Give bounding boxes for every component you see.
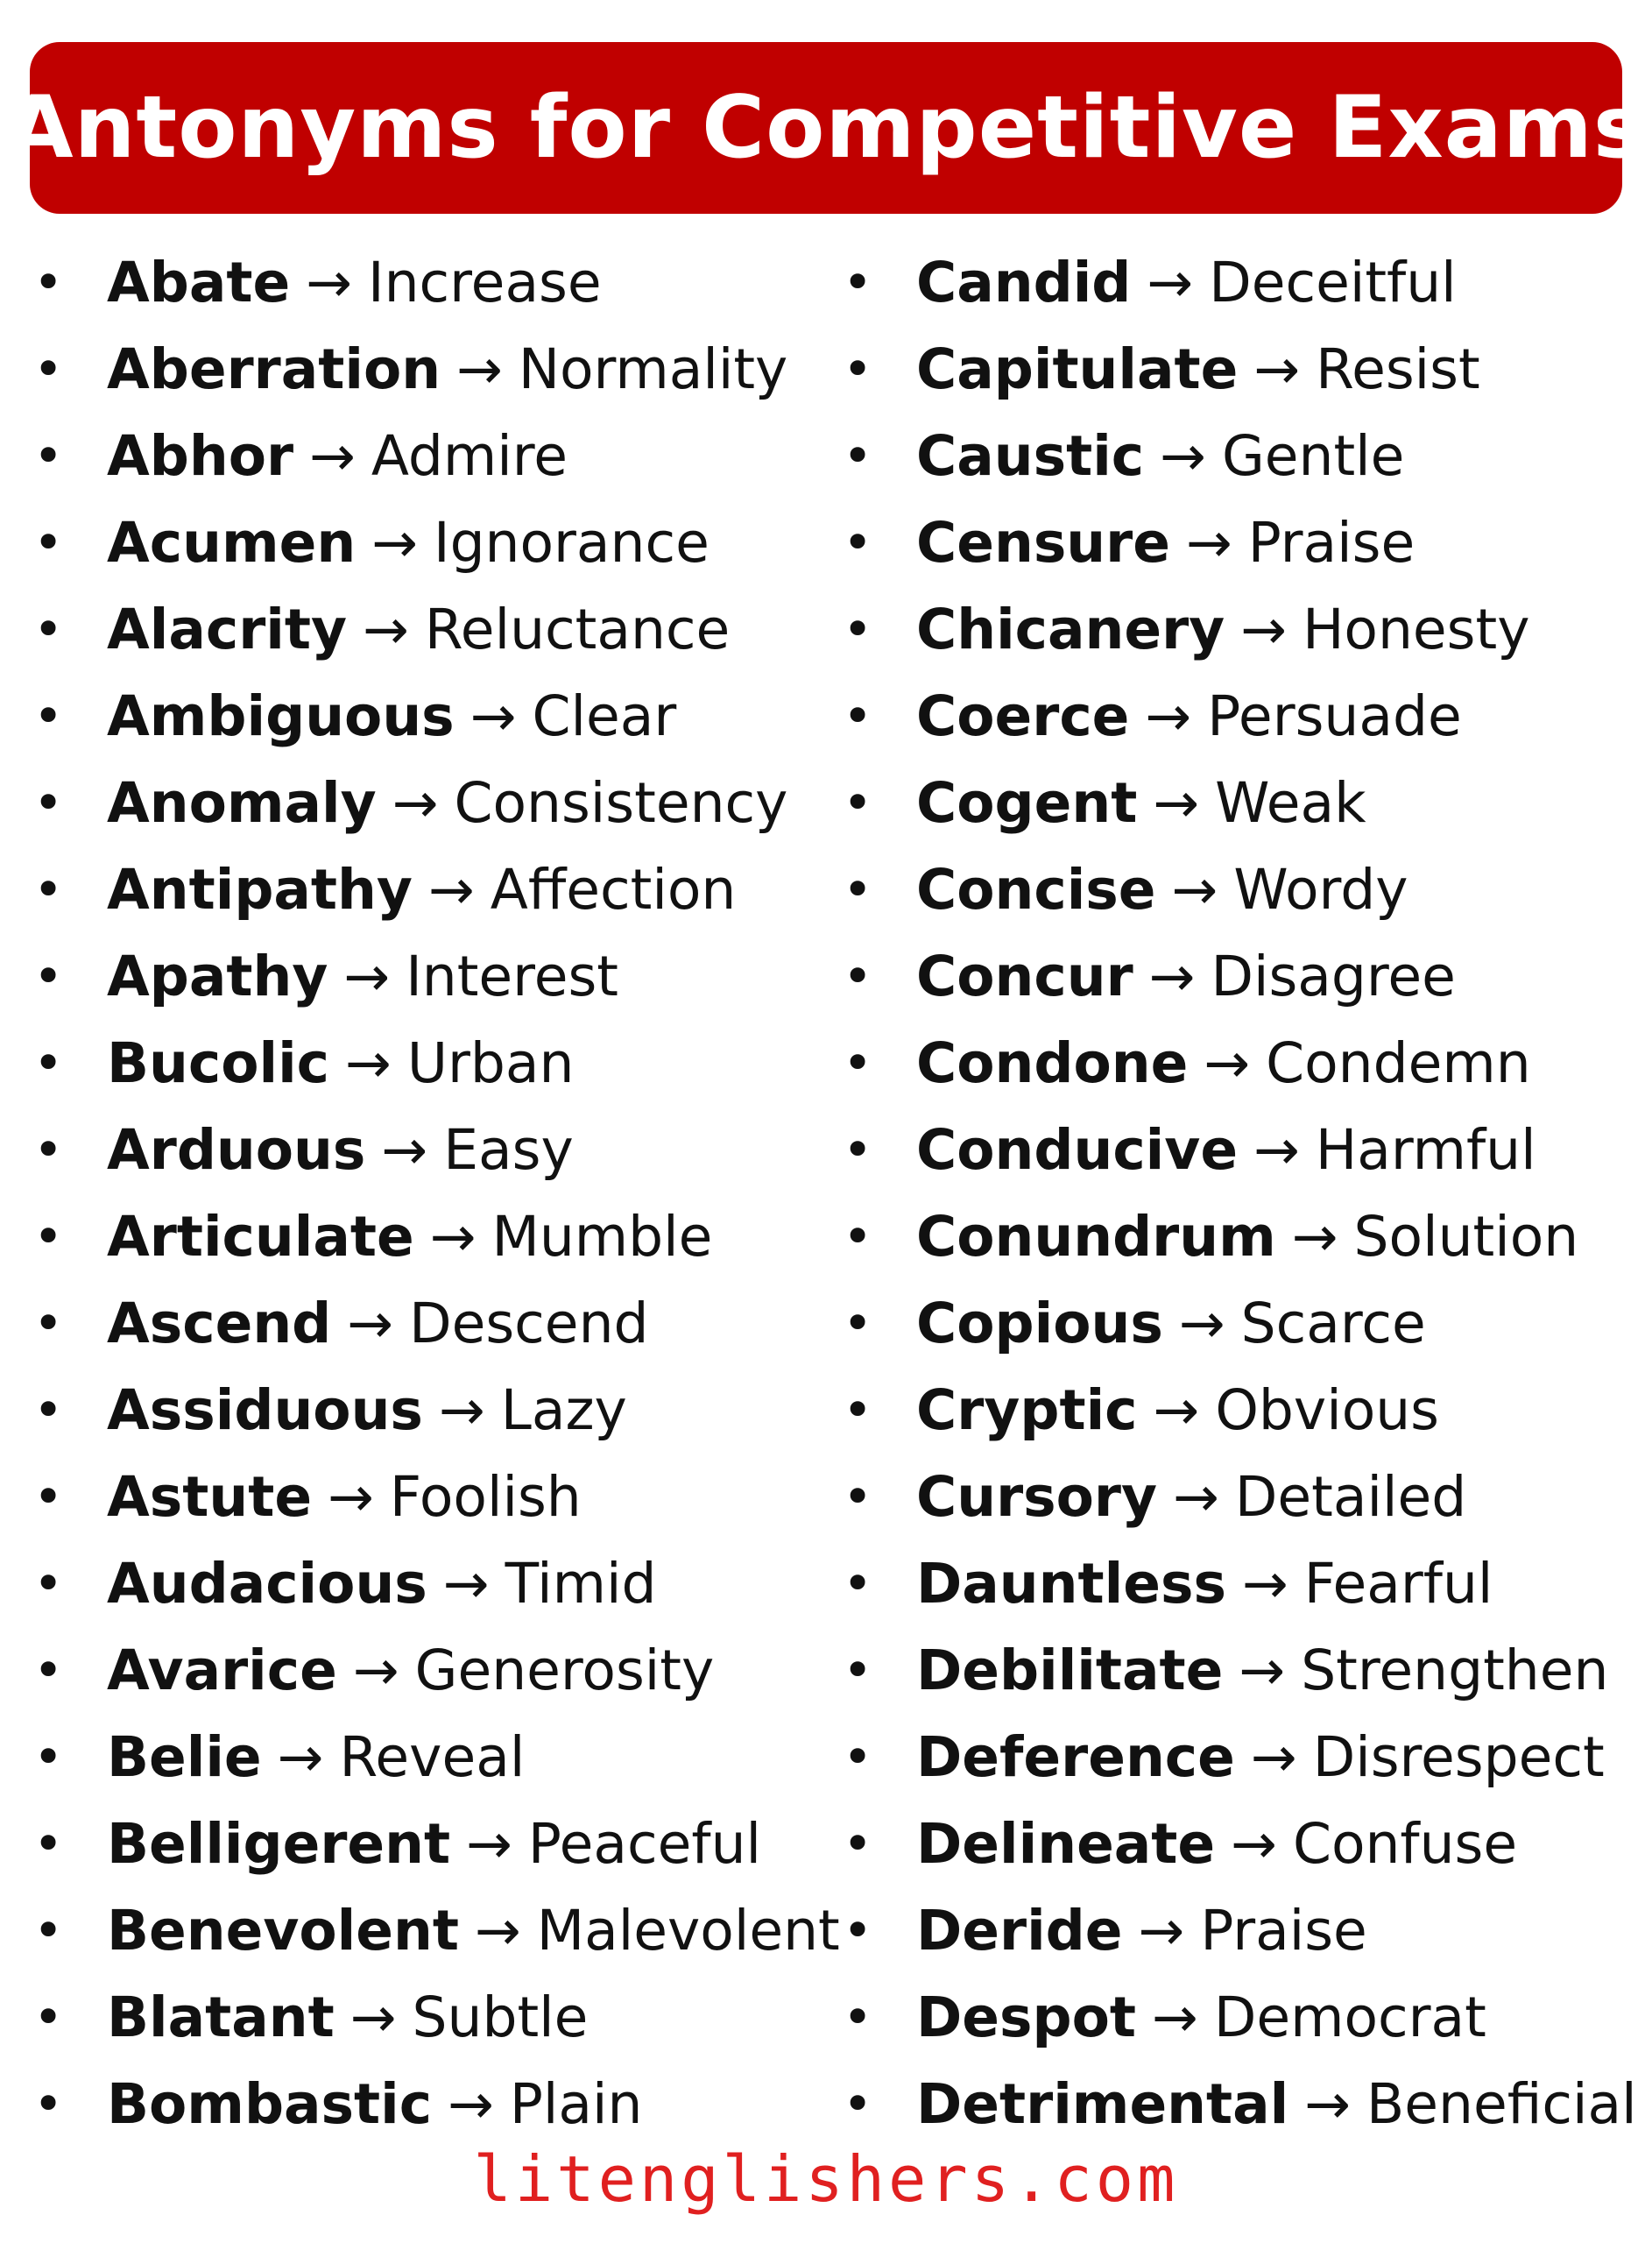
antonym: Plain	[509, 2072, 643, 2136]
list-item	[843, 239, 1637, 326]
arrow-icon: →	[1138, 1899, 1185, 1963]
bullet-icon: •	[843, 1206, 873, 1266]
arrow-icon: →	[1231, 1812, 1277, 1876]
list-item	[33, 2061, 840, 2147]
list-item	[843, 1367, 1637, 1454]
bullet-icon: •	[33, 946, 64, 1006]
list-item	[843, 1974, 1637, 2061]
bullet-icon: •	[33, 1727, 64, 1787]
arrow-icon: →	[1153, 771, 1200, 835]
list-item	[33, 1193, 840, 1280]
bullet-icon: •	[33, 1206, 64, 1266]
word: Arduous	[107, 1118, 366, 1182]
word: Benevolent	[107, 1899, 459, 1963]
bullet-icon: •	[843, 1467, 873, 1526]
word: Candid	[916, 251, 1132, 315]
bullet-icon: •	[33, 1120, 64, 1179]
word: Detrimental	[916, 2072, 1289, 2136]
antonym: Detailed	[1234, 1465, 1467, 1529]
antonym: Easy	[443, 1118, 574, 1182]
arrow-icon: →	[1204, 1031, 1251, 1095]
bullet-icon: •	[843, 1640, 873, 1700]
antonym: Descend	[409, 1291, 649, 1355]
word: Cogent	[916, 771, 1138, 835]
list-item	[33, 1801, 840, 1887]
arrow-icon: →	[1160, 424, 1206, 488]
antonym: Reluctance	[424, 598, 731, 662]
list-item	[33, 413, 840, 499]
bullet-icon: •	[843, 686, 873, 746]
bullet-icon: •	[843, 2074, 873, 2133]
word: Abate	[107, 251, 291, 315]
list-item	[843, 499, 1637, 586]
word: Capitulate	[916, 337, 1239, 401]
bullet-icon: •	[843, 599, 873, 659]
list-item	[33, 1887, 840, 1974]
word: Condone	[916, 1031, 1189, 1095]
list-item	[33, 1714, 840, 1801]
word: Bombastic	[107, 2072, 433, 2136]
word: Alacrity	[107, 598, 348, 662]
arrow-icon: →	[363, 598, 409, 662]
word: Delineate	[916, 1812, 1216, 1876]
antonym: Democrat	[1213, 1985, 1486, 2049]
bullet-icon: •	[33, 1293, 64, 1353]
list-item	[33, 499, 840, 586]
arrow-icon: →	[429, 1205, 477, 1269]
list-item	[843, 2061, 1637, 2147]
title-banner	[6, 42, 1646, 214]
word: Debilitate	[916, 1638, 1224, 1702]
antonym: Resist	[1316, 337, 1480, 401]
arrow-icon: →	[427, 858, 475, 922]
antonym: Scarce	[1240, 1291, 1426, 1355]
list-item	[843, 1193, 1637, 1280]
bullet-icon: •	[33, 599, 64, 659]
bullet-icon: •	[33, 1467, 64, 1526]
bullet-icon: •	[33, 686, 64, 746]
arrow-icon: →	[448, 2072, 494, 2136]
bullet-icon: •	[33, 252, 64, 312]
word: Cryptic	[916, 1378, 1138, 1442]
antonym: Peaceful	[527, 1812, 762, 1876]
antonym: Strengthen	[1301, 1638, 1609, 1702]
list-item	[33, 586, 840, 673]
site-url: litenglishers.com	[473, 2142, 1179, 2216]
word: Ascend	[107, 1291, 332, 1355]
antonym: Disagree	[1211, 945, 1456, 1008]
list-item	[33, 1454, 840, 1540]
list-item	[33, 239, 840, 326]
list-item	[843, 1627, 1637, 1714]
arrow-icon: →	[1253, 1118, 1300, 1182]
antonym: Praise	[1247, 511, 1415, 575]
bullet-icon: •	[33, 1380, 64, 1440]
list-item	[843, 760, 1637, 846]
bullet-icon: •	[33, 860, 64, 919]
page-title: Antonyms for Competitive Exams	[6, 78, 1646, 178]
bullet-icon: •	[33, 1553, 64, 1613]
word: Anomaly	[107, 771, 377, 835]
arrow-icon: →	[469, 684, 517, 748]
arrow-icon: →	[1147, 251, 1194, 315]
list-item	[33, 933, 840, 1020]
word: Chicanery	[916, 598, 1225, 662]
list-item	[843, 1801, 1637, 1887]
antonym: Consistency	[454, 771, 788, 835]
arrow-icon: →	[309, 424, 356, 488]
bullet-icon: •	[33, 513, 64, 572]
bullet-icon: •	[33, 1640, 64, 1700]
antonym: Fearful	[1303, 1552, 1493, 1616]
word: Despot	[916, 1985, 1137, 2049]
arrow-icon: →	[1153, 1378, 1200, 1442]
antonym: Generosity	[414, 1638, 715, 1702]
antonym: Beneficial	[1366, 2072, 1637, 2136]
antonym: Solution	[1353, 1205, 1579, 1269]
word: Deference	[916, 1725, 1235, 1789]
list-item	[843, 1714, 1637, 1801]
list-item	[33, 1974, 840, 2061]
list-item	[843, 326, 1637, 413]
arrow-icon: →	[1240, 598, 1288, 662]
list-item	[33, 1020, 840, 1107]
list-item	[843, 933, 1637, 1020]
arrow-icon: →	[306, 251, 353, 315]
arrow-icon: →	[349, 1985, 397, 2049]
list-item	[843, 1887, 1637, 1974]
word: Apathy	[107, 945, 328, 1008]
word: Cursory	[916, 1465, 1158, 1529]
bullet-icon: •	[33, 1987, 64, 2047]
bullet-icon: •	[843, 860, 873, 919]
bullet-icon: •	[843, 946, 873, 1006]
arrow-icon: →	[381, 1118, 428, 1182]
antonym: Condemn	[1266, 1031, 1531, 1095]
word: Caustic	[916, 424, 1145, 488]
arrow-icon: →	[442, 1552, 490, 1616]
word: Concise	[916, 858, 1156, 922]
list-item	[33, 1367, 840, 1454]
bullet-icon: •	[843, 1033, 873, 1093]
antonym: Disrespect	[1312, 1725, 1605, 1789]
word: Coerce	[916, 684, 1130, 748]
bullet-icon: •	[843, 1987, 873, 2047]
word: Blatant	[107, 1985, 335, 2049]
antonym: Weak	[1215, 771, 1366, 835]
word: Ambiguous	[107, 684, 455, 748]
list-item	[33, 326, 840, 413]
bullet-icon: •	[843, 1293, 873, 1353]
list-item	[33, 1280, 840, 1367]
arrow-icon: →	[1253, 337, 1301, 401]
antonym: Interest	[406, 945, 618, 1008]
antonym: Confuse	[1292, 1812, 1518, 1876]
antonym: Reveal	[339, 1725, 526, 1789]
word: Articulate	[107, 1205, 414, 1269]
antonym: Admire	[371, 424, 568, 488]
arrow-icon: →	[1178, 1291, 1225, 1355]
word: Dauntless	[916, 1552, 1226, 1616]
word: Bucolic	[107, 1031, 330, 1095]
word: Assiduous	[107, 1378, 423, 1442]
list-item	[33, 1627, 840, 1714]
antonym: Clear	[532, 684, 677, 748]
word: Concur	[916, 945, 1133, 1008]
list-item	[843, 1280, 1637, 1367]
arrow-icon: →	[352, 1638, 399, 1702]
list-item	[843, 1107, 1637, 1193]
antonym: Malevolent	[536, 1899, 840, 1963]
list-item	[843, 846, 1637, 933]
word: Abhor	[107, 424, 294, 488]
arrow-icon: →	[343, 945, 391, 1008]
word: Conducive	[916, 1118, 1239, 1182]
bullet-icon: •	[843, 1727, 873, 1787]
list-item	[843, 413, 1637, 499]
word: Antipathy	[107, 858, 413, 922]
bullet-icon: •	[33, 1814, 64, 1873]
arrow-icon: →	[1185, 511, 1232, 575]
arrow-icon: →	[456, 337, 503, 401]
bullet-icon: •	[33, 1900, 64, 1960]
arrow-icon: →	[1250, 1725, 1297, 1789]
antonym: Persuade	[1207, 684, 1462, 748]
bullet-icon: •	[843, 1120, 873, 1179]
word: Belie	[107, 1725, 262, 1789]
antonym: Harmful	[1315, 1118, 1536, 1182]
antonym: Honesty	[1303, 598, 1530, 662]
bullet-icon: •	[33, 1033, 64, 1093]
antonym: Gentle	[1221, 424, 1405, 488]
bullet-icon: •	[33, 426, 64, 485]
word: Acumen	[107, 511, 357, 575]
arrow-icon: →	[328, 1465, 374, 1529]
arrow-icon: →	[345, 1031, 392, 1095]
bullet-icon: •	[843, 1380, 873, 1440]
arrow-icon: →	[277, 1725, 324, 1789]
bullet-icon: •	[843, 426, 873, 485]
bullet-icon: •	[33, 2074, 64, 2133]
bullet-icon: •	[33, 773, 64, 832]
antonym: Lazy	[500, 1378, 627, 1442]
list-item	[843, 1454, 1637, 1540]
bullet-icon: •	[843, 1814, 873, 1873]
list-item	[33, 846, 840, 933]
antonym: Subtle	[412, 1985, 589, 2049]
antonym: Normality	[518, 337, 788, 401]
word: Censure	[916, 511, 1170, 575]
list-item	[33, 1540, 840, 1627]
arrow-icon: →	[1291, 1205, 1338, 1269]
arrow-icon: →	[1304, 2072, 1352, 2136]
arrow-icon: →	[392, 771, 439, 835]
right-column-list	[843, 239, 1637, 2147]
arrow-icon: →	[1171, 858, 1218, 922]
arrow-icon: →	[1173, 1465, 1219, 1529]
arrow-icon: →	[1241, 1552, 1288, 1616]
bullet-icon: •	[843, 252, 873, 312]
list-item	[33, 1107, 840, 1193]
list-item	[33, 673, 840, 760]
arrow-icon: →	[371, 511, 418, 575]
antonym: Increase	[368, 251, 602, 315]
antonym: Affection	[490, 858, 737, 922]
arrow-icon: →	[1152, 1985, 1198, 2049]
antonym: Foolish	[389, 1465, 582, 1529]
arrow-icon: →	[466, 1812, 512, 1876]
antonym: Praise	[1200, 1899, 1367, 1963]
arrow-icon: →	[1145, 684, 1192, 748]
bullet-icon: •	[843, 1553, 873, 1613]
antonym: Obvious	[1215, 1378, 1439, 1442]
list-item	[843, 1020, 1637, 1107]
list-item	[33, 760, 840, 846]
list-item	[843, 586, 1637, 673]
list-item	[843, 673, 1637, 760]
word: Audacious	[107, 1552, 427, 1616]
antonym: Mumble	[491, 1205, 713, 1269]
antonym: Timid	[505, 1552, 657, 1616]
bullet-icon: •	[843, 1900, 873, 1960]
word: Conundrum	[916, 1205, 1276, 1269]
arrow-icon: →	[474, 1899, 521, 1963]
list-item	[843, 1540, 1637, 1627]
word: Astute	[107, 1465, 313, 1529]
word: Belligerent	[107, 1812, 451, 1876]
word: Aberration	[107, 337, 441, 401]
bullet-icon: •	[843, 773, 873, 832]
word: Copious	[916, 1291, 1163, 1355]
antonym: Deceitful	[1209, 251, 1457, 315]
arrow-icon: →	[1239, 1638, 1286, 1702]
antonym: Urban	[406, 1031, 575, 1095]
bullet-icon: •	[33, 339, 64, 399]
arrow-icon: →	[438, 1378, 485, 1442]
bullet-icon: •	[843, 339, 873, 399]
word: Avarice	[107, 1638, 337, 1702]
arrow-icon: →	[347, 1291, 394, 1355]
left-column-list	[33, 239, 840, 2147]
arrow-icon: →	[1148, 945, 1196, 1008]
word: Deride	[916, 1899, 1123, 1963]
antonym: Ignorance	[433, 511, 710, 575]
antonym: Wordy	[1233, 858, 1408, 922]
bullet-icon: •	[843, 513, 873, 572]
